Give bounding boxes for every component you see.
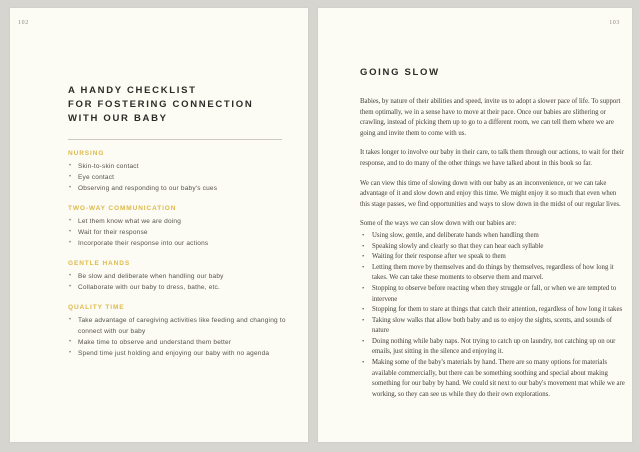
checklist-quality-time [68,315,292,359]
checklist-item: • Observing and responding to our baby's cues [68,183,292,194]
list-item: • Stopping for them to stare at things that catch their attention, regardless of how long it takes [360,305,626,316]
section-heading-nursing: NURSING [68,150,105,157]
checklist-item: • Let them know what we are doing [68,216,292,227]
page-number-left: 102 [18,20,29,26]
chapter-content [318,8,632,400]
section-heading-quality-time: QUALITY TIME [68,304,125,311]
list-item: • Taking slow walks that allow both baby and us to enjoy the sights, scents, and sounds of nature [360,316,626,337]
checklist-item: • Spend time just holding and enjoying our baby with no agenda [68,348,292,359]
page-right [318,8,632,442]
checklist-gentle-hands [68,271,292,293]
checklist-item: • Make time to observe and understand them better [68,337,292,348]
checklist-item: • Eye contact [68,172,292,183]
list-item: • Making some of the baby's materials by hand. There are so many options for materials available commercially, but there can be something soothing and special about making something for our baby by hand. We could sit next to our baby's movement mat while we are working, so they can see us while they do their own explorations. [360,358,626,400]
chapter-title: GOING SLOW [360,67,440,78]
chapter-paragraph: Babies, by nature of their abilities and speed, invite us to adopt a slower pace of life. To support them optimally, we in a sense have to move at their pace. Once our babies are slithering or crawling, instead of picking them up to go to a different room, we can tell them where we are going and invite them to come with us. [360,98,621,137]
page-number-right: 103 [609,20,620,26]
section-heading-two-way-communication: TWO-WAY COMMUNICATION [68,205,177,212]
section-gentle-hands [68,260,300,293]
checklist-item: • Be slow and deliberate when handling our baby [68,271,292,282]
checklist-item: • Take advantage of caregiving activities like feeding and changing to connect with our baby [68,315,292,337]
title-divider [68,139,282,140]
list-item: • Waiting for their response after we speak to them [360,252,626,263]
checklist-item: • Incorporate their response into our actions [68,238,292,249]
list-item: • Using slow, gentle, and deliberate hands when handling them [360,231,626,242]
list-item: • Doing nothing while baby naps. Not trying to catch up on laundry, not catching up on our emails, just sitting in the silence and enjoying it. [360,337,626,358]
checklist-content [10,8,308,359]
section-heading-gentle-hands: GENTLE HANDS [68,260,131,267]
page-left [10,8,308,442]
checklist-title-line-3: WITH OUR BABY [68,113,168,124]
section-two-way-communication [68,205,300,249]
section-quality-time [68,304,300,359]
chapter-paragraph: It takes longer to involve our baby in their care, to talk them through our actions, to wait for their response, and to do many of the other things we have talked about in this book so far. [360,149,625,167]
checklist-item: • Skin-to-skin contact [68,161,292,172]
checklist-title-line-2: FOR FOSTERING CONNECTION [68,99,254,110]
checklist-item: • Wait for their response [68,227,292,238]
list-item: • Letting them move by themselves and do things by themselves, regardless of how long it takes. We can take these moments to observe them and marvel. [360,263,626,284]
list-item: • Speaking slowly and clearly so that they can hear each syllable [360,242,626,253]
chapter-paragraph: We can view this time of slowing down with our baby as an inconvenience, or we can take advantage of it and slow down and enjoy this time. We might enjoy it so much that even when this stage passes, we find opportunities and ways to slow down in the midst of our regular lives. [360,179,621,208]
checklist-two-way-communication [68,216,292,249]
checklist-title [68,84,300,126]
checklist-nursing [68,161,292,194]
section-nursing [68,150,300,194]
list-intro: Some of the ways we can slow down with our babies are: [360,220,517,228]
checklist-item: • Collaborate with our baby to dress, bathe, etc. [68,282,292,293]
slow-down-list [360,231,626,401]
list-item: • Stopping to observe before reacting when they struggle or fall, or when we are tempted to intervene [360,284,626,305]
checklist-title-line-1: A HANDY CHECKLIST [68,85,197,96]
